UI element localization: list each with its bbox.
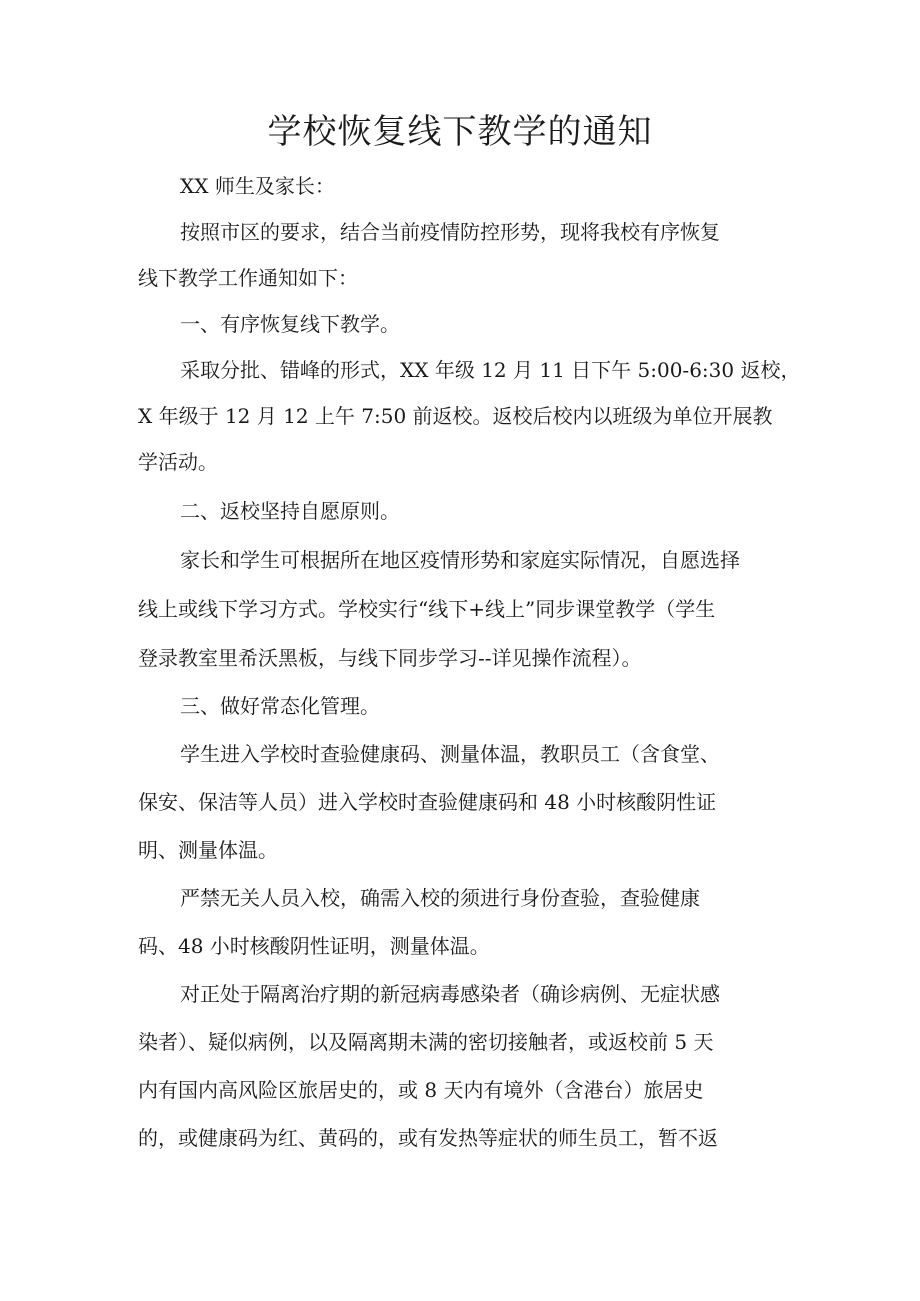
paragraph-line: 登录教室里希沃黑板，与线下同步学习--详见操作流程）。 <box>138 646 642 670</box>
paragraph-line: 学生进入学校时查验健康码、测量体温，教职员工（含食堂、 <box>180 742 720 766</box>
paragraph-line: 的，或健康码为红、黄码的，或有发热等症状的师生员工，暂不返 <box>138 1126 718 1150</box>
section-heading: 一、有序恢复线下教学。 <box>180 312 400 336</box>
paragraph-line: 家长和学生可根据所在地区疫情形势和家庭实际情况，自愿选择 <box>180 548 740 572</box>
paragraph-line: 保安、保洁等人员）进入学校时查验健康码和 48 小时核酸阴性证 <box>138 790 717 814</box>
section-heading: 三、做好常态化管理。 <box>180 694 380 718</box>
paragraph-line: 按照市区的要求，结合当前疫情防控形势，现将我校有序恢复 <box>180 220 720 244</box>
section-heading: 二、返校坚持自愿原则。 <box>180 499 400 523</box>
paragraph-line: X 年级于 12 月 12 上午 7:50 前返校。返校后校内以班级为单位开展教 <box>138 404 773 428</box>
paragraph-line: 线上或线下学习方式。学校实行“线下+线上”同步课堂教学（学生 <box>138 597 716 621</box>
paragraph-line: 染者）、疑似病例，以及隔离期未满的密切接触者，或返校前 5 天 <box>138 1030 714 1054</box>
paragraph-line: 内有国内高风险区旅居史的，或 8 天内有境外（含港台）旅居史 <box>138 1078 704 1102</box>
paragraph-line: 线下教学工作通知如下： <box>138 266 358 290</box>
paragraph-line: 对正处于隔离治疗期的新冠病毒感染者（确诊病例、无症状感 <box>180 982 720 1006</box>
paragraph-line: 明、测量体温。 <box>138 838 278 862</box>
greeting: XX 师生及家长： <box>180 174 335 198</box>
paragraph-line: 学活动。 <box>138 450 218 474</box>
paragraph-line: 严禁无关人员入校，确需入校的须进行身份查验，查验健康 <box>180 886 700 910</box>
paragraph-line: 采取分批、错峰的形式，XX 年级 12 月 11 日下午 5:00-6:30 返校， <box>180 358 801 382</box>
paragraph-line: 码、48 小时核酸阴性证明，测量体温。 <box>138 934 490 958</box>
document-title: 学校恢复线下教学的通知 <box>267 112 653 152</box>
